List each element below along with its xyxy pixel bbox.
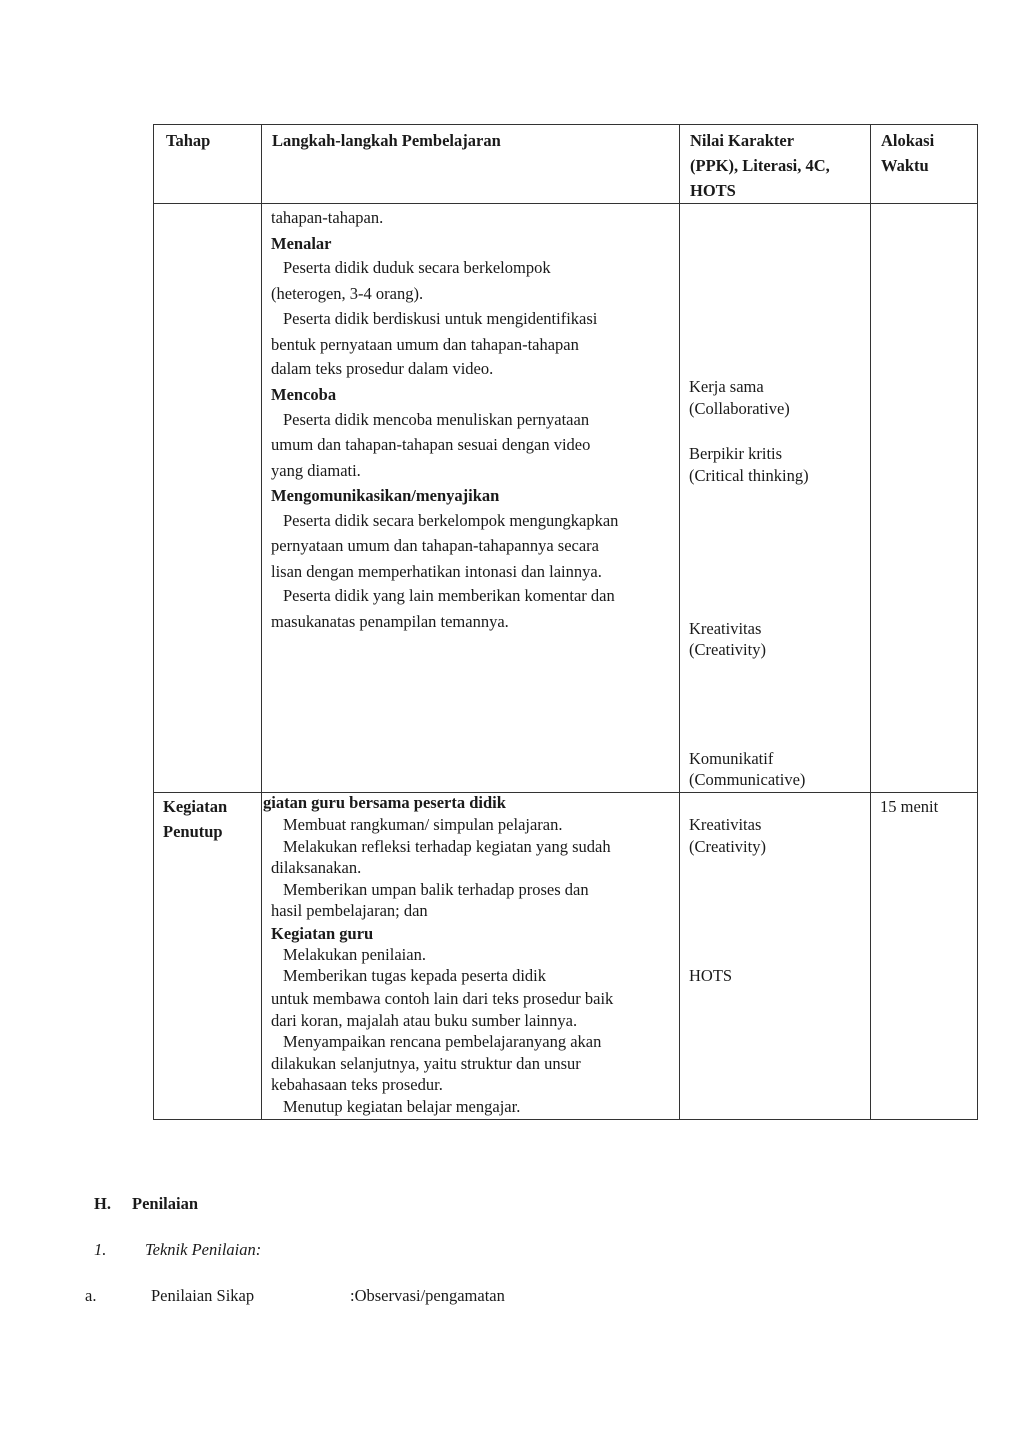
step-line: Peserta didik berdiskusi untuk mengidentifikasi [283, 309, 598, 328]
learning-steps-table [153, 124, 978, 1120]
row2-alokasi-cell [871, 793, 978, 1120]
step-line: Peserta didik duduk secara berkelompok [283, 258, 551, 277]
value-line: Kreativitas [689, 815, 762, 834]
header-alokasi-line-2: Waktu [881, 156, 929, 175]
step-line: yang diamati. [271, 461, 361, 480]
step-line: pernyataan umum dan tahapan-tahapannya secara [271, 536, 600, 555]
step-line: lisan dengan memperhatikan intonasi dan lainnya. [271, 562, 602, 581]
step-line: bentuk pernyataan umum dan tahapan-tahapan [271, 335, 579, 354]
value-line: Komunikatif [689, 749, 774, 768]
header-alokasi [871, 125, 978, 204]
header-alokasi-label [871, 125, 977, 178]
step-line: kebahasaan teks prosedur. [271, 1075, 443, 1094]
step-line: Melakukan refleksi terhadap kegiatan yang sudah [283, 837, 611, 856]
header-langkah-label: Langkah-langkah Pembelajaran [272, 131, 501, 150]
row2-langkah-cell [262, 793, 680, 1120]
value-line: (Collaborative) [689, 399, 790, 418]
step-line: hasil pembelajaran; dan [271, 901, 428, 920]
header-nilai-line-3: HOTS [690, 181, 736, 200]
subsection-number: 1. [94, 1240, 107, 1259]
step-line: Peserta didik mencoba menuliskan pernyataan [283, 410, 590, 429]
value-line: (Communicative) [689, 770, 806, 789]
header-tahap [154, 125, 262, 204]
duration-text: 15 menit [880, 797, 939, 816]
step-line: (heterogen, 3-4 orang). [271, 284, 424, 303]
step-line: Melakukan penilaian. [283, 945, 426, 964]
table-row [154, 793, 978, 1120]
value-line: (Creativity) [689, 640, 766, 659]
step-line: dilakukan selanjutnya, yaitu struktur dan unsur [271, 1054, 581, 1073]
header-langkah [262, 125, 680, 204]
value-line: (Critical thinking) [689, 466, 809, 485]
header-nilai [680, 125, 871, 204]
step-heading-mengomunikasikan: Mengomunikasikan/menyajikan [271, 486, 500, 505]
step-heading-kegiatan-guru: Kegiatan guru [271, 924, 374, 943]
value-line: Kerja sama [689, 377, 764, 396]
table-header-row [154, 125, 978, 204]
step-line: dalam teks prosedur dalam video. [271, 359, 494, 378]
step-line: dari koran, majalah atau buku sumber lainnya. [271, 1011, 578, 1030]
step-line: Menyampaikan rencana pembelajaranyang akan [283, 1032, 602, 1051]
step-line: Memberikan tugas kepada peserta didik [283, 966, 546, 985]
header-tahap-label: Tahap [166, 131, 211, 150]
value-line: (Creativity) [689, 837, 766, 856]
header-nilai-line-2: (PPK), Literasi, 4C, [690, 156, 830, 175]
value-line: HOTS [689, 966, 733, 985]
tahap-line: Kegiatan [163, 797, 228, 816]
item-letter: a. [85, 1286, 97, 1305]
value-line: Berpikir kritis [689, 444, 783, 463]
section-letter: H. [94, 1194, 111, 1213]
row1-langkah-cell [262, 204, 680, 793]
step-line: untuk membawa contoh lain dari teks prosedur baik [271, 989, 614, 1008]
step-heading-menalar: Menalar [271, 234, 332, 253]
step-line: tahapan-tahapan. [271, 208, 384, 227]
value-line: Kreativitas [689, 619, 762, 638]
section-title: Penilaian [132, 1194, 199, 1213]
step-line: umum dan tahapan-tahapan sesuai dengan video [271, 435, 591, 454]
step-line: Memberikan umpan balik terhadap proses dan [283, 880, 589, 899]
header-nilai-label [680, 125, 870, 203]
row1-tahap-cell [154, 204, 262, 793]
item-value: :Observasi/pengamatan [350, 1286, 505, 1305]
row2-nilai-cell [680, 793, 871, 1120]
step-line: Peserta didik secara berkelompok mengungkapkan [283, 511, 619, 530]
step-line: dilaksanakan. [271, 858, 362, 877]
step-line: Menutup kegiatan belajar mengajar. [283, 1097, 521, 1116]
row1-alokasi-cell [871, 204, 978, 793]
step-heading-bersama: giatan guru bersama peserta didik [263, 793, 506, 812]
tahap-line: Penutup [163, 822, 223, 841]
step-line: masukanatas penampilan temannya. [271, 612, 509, 631]
header-nilai-line-1: Nilai Karakter [690, 131, 795, 150]
step-line: Peserta didik yang lain memberikan komentar dan [283, 586, 615, 605]
step-heading-mencoba: Mencoba [271, 385, 337, 404]
row2-tahap-cell [154, 793, 262, 1120]
table-row [154, 204, 978, 793]
header-alokasi-line-1: Alokasi [881, 131, 935, 150]
step-line: Membuat rangkuman/ simpulan pelajaran. [283, 815, 563, 834]
subsection-title: Teknik Penilaian: [145, 1240, 262, 1259]
item-label: Penilaian Sikap [151, 1286, 255, 1305]
row1-nilai-cell [680, 204, 871, 793]
